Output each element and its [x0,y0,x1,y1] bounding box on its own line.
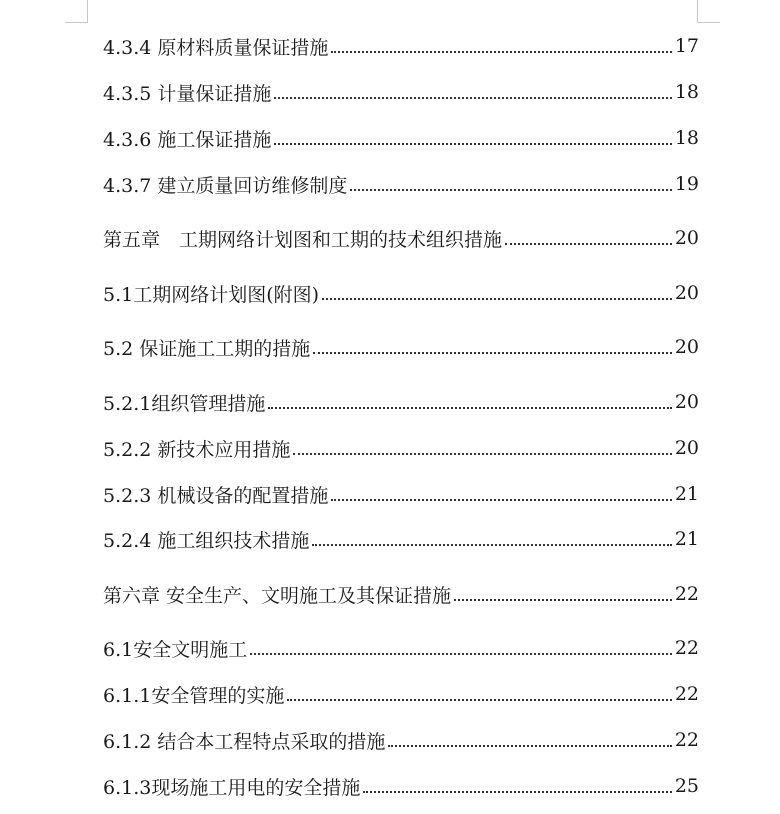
toc-entry[interactable] [103,479,699,509]
toc-entry-title: 4.3.4 原材料质量保证措施 [103,36,329,59]
toc-entry[interactable] [103,433,699,463]
toc-entry-title: 6.1.2 结合本工程特点采取的措施 [103,730,386,753]
toc-entry[interactable] [103,123,699,153]
toc-entry-title: 第六章 安全生产、文明施工及其保证措施 [103,584,452,607]
toc-page-number: 22 [674,637,699,659]
toc-dot-leader [331,479,671,509]
toc-entry[interactable] [103,278,699,308]
toc-entry[interactable] [103,169,699,199]
toc-page-number: 20 [674,437,699,459]
toc-entry-title: 5.2.1组织管理措施 [103,392,266,415]
toc-page-number: 22 [674,583,699,605]
toc-page-number: 22 [674,729,699,751]
toc-entry[interactable] [103,332,699,362]
toc-dot-leader [313,332,672,362]
toc-dot-leader [454,579,672,609]
toc-chapter-entry[interactable] [103,579,699,609]
toc-entry[interactable] [103,679,699,709]
toc-dot-leader [331,31,671,61]
toc-entry-title: 5.2 保证施工工期的措施 [103,337,311,360]
toc-dot-leader [274,77,671,107]
toc-entry[interactable] [103,524,699,554]
toc-dot-leader [274,123,671,153]
toc-entry[interactable] [103,77,699,107]
toc-page-number: 21 [674,483,699,505]
toc-entry-title: 6.1.1安全管理的实施 [103,684,285,707]
toc-dot-leader [268,387,671,417]
toc-entry-title: 5.1工期网络计划图(附图) [103,283,320,306]
toc-entry-title: 4.3.6 施工保证措施 [103,128,272,151]
toc-dot-leader [363,771,671,801]
toc-entry-title: 第五章 工期网络计划图和工期的技术组织措施 [103,228,503,251]
toc-dot-leader [293,433,671,463]
toc-dot-leader [250,633,672,663]
toc-page-number: 19 [674,173,699,195]
page-corner-mark-left [65,0,88,23]
toc-dot-leader [505,223,672,253]
toc-page-number: 20 [674,282,699,304]
toc-entry[interactable] [103,31,699,61]
toc-entry[interactable] [103,725,699,755]
toc-entry[interactable] [103,633,699,663]
toc-entry-title: 4.3.7 建立质量回访维修制度 [103,174,348,197]
toc-dot-leader [322,278,672,308]
toc-page-number: 25 [674,775,699,797]
toc-dot-leader [388,725,671,755]
toc-entry-title: 4.3.5 计量保证措施 [103,82,272,105]
toc-entry[interactable] [103,387,699,417]
toc-dot-leader [312,524,671,554]
toc-page-number: 20 [674,336,699,358]
toc-page-number: 18 [674,81,699,103]
toc-entry-title: 5.2.2 新技术应用措施 [103,438,291,461]
toc-page-number: 20 [674,227,699,249]
toc-entry-title: 5.2.3 机械设备的配置措施 [103,484,329,507]
toc-entry-title: 6.1安全文明施工 [103,638,248,661]
toc-dot-leader [287,679,671,709]
toc-entry-title: 5.2.4 施工组织技术措施 [103,529,310,552]
toc-page-number: 21 [674,528,699,550]
toc-chapter-entry[interactable] [103,223,699,253]
toc-page-number: 22 [674,683,699,705]
toc-entry[interactable] [103,771,699,801]
toc-page-number: 20 [674,391,699,413]
toc-page-number: 18 [674,127,699,149]
toc-entry-title: 6.1.3现场施工用电的安全措施 [103,776,361,799]
toc-dot-leader [350,169,671,199]
toc-page-number: 17 [674,35,699,57]
page-corner-mark-right [697,0,720,23]
